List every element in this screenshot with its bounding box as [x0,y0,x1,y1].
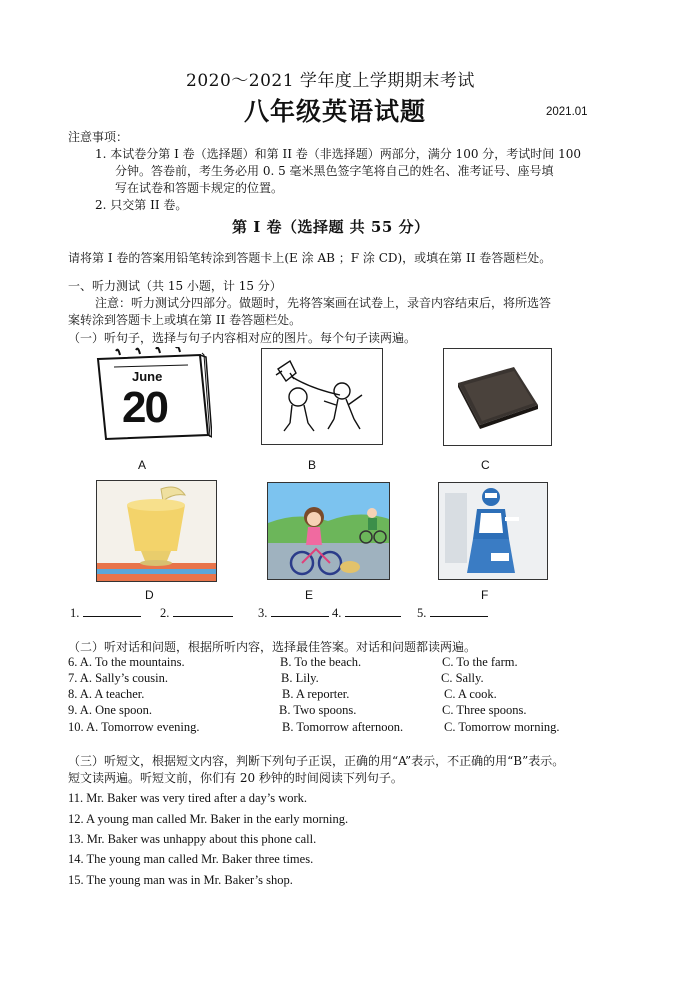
notes-item1-line1: 1. 本试卷分第 I 卷（选择题）和第 II 卷（非选择题）两部分，满分 100 分，考试时间 100 [95,147,581,161]
question-8-b[interactable]: B. A reporter. [282,687,350,701]
listening-note-line1: 注意：听力测试分四部分。做题时，先将答案画在试卷上，录音内容结束后，将所选答 [95,296,552,310]
question-8-a[interactable]: 8. A. A teacher. [68,687,145,701]
bicycle-icon [268,483,389,579]
blank-number: 5. [417,606,427,620]
question-7-a[interactable]: 7. A. Sally’s cousin. [68,671,169,685]
question-6-c[interactable]: C. To the farm. [442,655,518,669]
blank-number: 2. [160,606,170,620]
picture-a-label: A [138,458,147,472]
question-10-a[interactable]: 10. A. Tomorrow evening. [68,720,200,734]
picture-c-label: C [481,458,490,472]
question-6-a[interactable]: 6. A. To the mountains. [68,655,185,669]
section3-instruction-line1: （三）听短文，根据短文内容，判断下列句子正误，正确的用“A”表示，不正确的用“B”表示。 [68,754,565,768]
question-10-c[interactable]: C. Tomorrow morning. [444,720,560,734]
kite-icon [262,349,382,444]
blank-line[interactable] [345,605,401,617]
picture-a-calendar [88,347,212,444]
calendar-month: June [132,369,163,384]
picture-d-label: D [145,588,154,602]
picture-c-wallet [443,348,552,446]
part1-instruction: 请将第 I 卷的答案用铅笔转涂到答题卡上(E 涂 AB ；F 涂 CD)，或填在第 II 卷答题栏处。 [68,251,552,265]
statement-14: 14. The young man called Mr. Baker three times. [68,852,314,866]
notes-item2: 2. 只交第 II 卷。 [95,198,188,212]
answer-blank-2[interactable] [160,605,233,621]
question-7-b[interactable]: B. Lily. [281,671,319,685]
listening-heading: 一、听力测试（共 15 小题，计 15 分） [68,279,282,293]
exam-date: 2021.01 [546,106,588,118]
calendar-day: 20 [122,383,167,432]
statement-12: 12. A young man called Mr. Baker in the early morning. [68,812,349,826]
picture-b-kite [261,348,383,445]
notes-item1-line3: 写在试卷和答题卡规定的位置。 [115,181,284,195]
question-10-b[interactable]: B. Tomorrow afternoon. [282,720,404,734]
answer-blank-1[interactable] [70,605,141,621]
notes-item1-line2: 分钟。答卷前，考生务必用 0. 5 毫米黑色签字笔将自己的姓名、准考证号、座号填 [115,164,554,178]
question-9-b[interactable]: B. Two spoons. [279,703,357,717]
picture-b-label: B [308,458,317,472]
statement-13: 13. Mr. Baker was unhappy about this phone call. [68,832,317,846]
blank-number: 3. [258,606,268,620]
blank-number: 1. [70,606,80,620]
section3-instruction-line2: 短文读两遍。听短文前，你们有 20 秒钟的时间阅读下列句子。 [68,771,403,785]
answer-blank-5[interactable] [417,605,488,621]
blank-line[interactable] [271,605,329,617]
statement-11: 11. Mr. Baker was very tired after a day’s work. [68,791,308,805]
milkshake-icon [97,481,216,581]
blank-line[interactable] [83,605,141,617]
notes-heading: 注意事项： [68,130,129,144]
robot-icon [439,483,547,579]
picture-d-milkshake [96,480,217,582]
wallet-icon [444,349,551,445]
question-8-c[interactable]: C. A cook. [444,687,497,701]
question-6-b[interactable]: B. To the beach. [280,655,362,669]
blank-line[interactable] [173,605,233,617]
question-9-a[interactable]: 9. A. One spoon. [68,703,153,717]
answer-blank-4[interactable] [332,605,401,621]
section2-instruction: （二）听对话和问题，根据所听内容，选择最佳答案。对话和问题都读两遍。 [68,640,477,654]
answer-blank-3[interactable] [258,605,329,621]
subject-title: 八年级英语试题 [244,97,427,126]
picture-f-label: F [481,588,489,602]
section1-instruction: （一）听句子，选择与句子内容相对应的图片。每个句子读两遍。 [68,331,417,345]
picture-e-label: E [305,588,314,602]
listening-note-line2: 案转涂到答题卡上或填在第 II 卷答题栏处。 [68,313,302,327]
part1-title: 第 I 卷（选择题 共 55 分） [232,218,430,236]
picture-e-bikes [267,482,390,580]
exam-title: 2020～2021 学年度上学期期末考试 [186,71,475,91]
blank-line[interactable] [430,605,488,617]
blank-number: 4. [332,606,342,620]
question-9-c[interactable]: C. Three spoons. [442,703,527,717]
question-7-c[interactable]: C. Sally. [441,671,484,685]
picture-f-robot [438,482,548,580]
statement-15: 15. The young man was in Mr. Baker’s shop. [68,873,293,887]
